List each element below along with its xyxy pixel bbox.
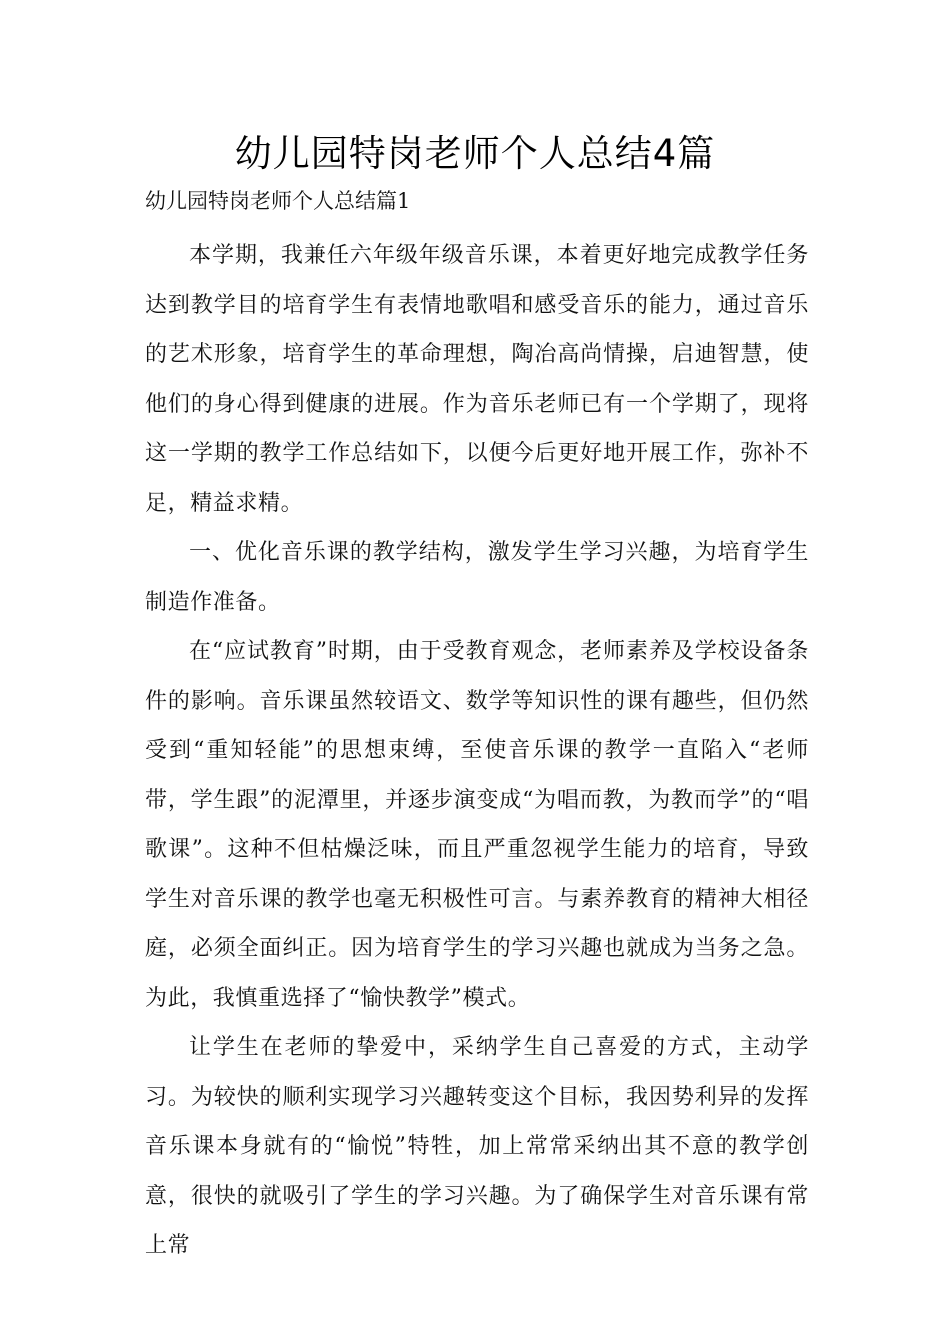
paragraph: 让学生在老师的挚爱中，采纳学生自己喜爱的方式，主动学习。为较快的顺利实现学习兴趣转变这个目标，我因势利异的发挥音乐课本身就有的“愉悦”特牲，加上常常采纳出其不意的教学创意，很快的就吸引了学生的学习兴趣。为了确保学生对音乐课有常上常 xyxy=(145,1035,809,1258)
paragraph: 在“应试教育”时期，由于受教育观念，老师素养及学校设备条件的影响。音乐课虽然较语文、数学等知识性的课有趣些，但仍然受到“重知轻能”的思想束缚，至使音乐课的教学一直陷入“老师带，学生跟”的泥潭里，并逐步演变成“为唱而教，为教而学”的“唱歌课”。这种不但枯燥泛味，而且严重忽视学生能力的培育，导致学生对音乐课的教学也毫无积极性可言。与素养教育的精神大相径庭，必须全面纠正。因为培育学生的学习兴趣也就成为当务之急。为此，我慎重选择了“愉快教学”模式。 xyxy=(145,639,809,1011)
section-heading: 幼儿园特岗老师个人总结篇1 xyxy=(145,189,411,213)
paragraph: 一、优化音乐课的教学结构，激发学生学习兴趣，为培育学生制造作准备。 xyxy=(145,540,809,615)
paragraph: 本学期，我兼任六年级年级音乐课，本着更好地完成教学任务达到教学目的培育学生有表情地歌唱和感受音乐的能力，通过音乐的艺术形象，培育学生的革命理想，陶冶高尚情操，启迪智慧，使他们的身心得到健康的进展。作为音乐老师已有一个学期了，现将这一学期的教学工作总结如下，以便今后更好地开展工作，弥补不足，精益求精。 xyxy=(145,243,809,516)
body-text xyxy=(145,231,809,1271)
document-title: 幼儿园特岗老师个人总结4篇 xyxy=(234,132,716,175)
